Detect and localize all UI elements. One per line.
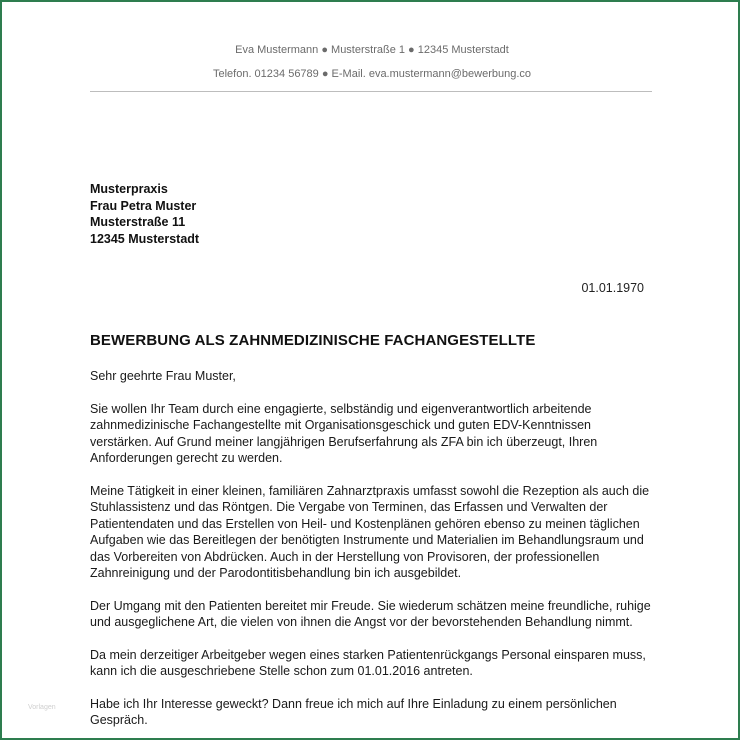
salutation: Sehr geehrte Frau Muster, (90, 369, 236, 383)
sender-contact: Telefon. 01234 56789 ● E-Mail. eva.mustermann@bewerbung.co (212, 68, 532, 80)
paragraph-closing: Habe ich Ihr Interesse geweckt? Dann freue ich mich auf Ihre Einladung zu einem persönlichen Gespräch. (90, 696, 617, 727)
sender-address: Eva Mustermann ● Musterstraße 1 ● 12345 Musterstadt (235, 44, 509, 56)
paragraph-intro: Sie wollen Ihr Team durch eine engagierte, selbständig und eigenverantwortlich arbeitende zahnmedizinische Fachangestellte mit Organisationsgeschick und guten EDV-Kenntnissen verstärken. Auf Grund meiner langjährigen Berufserfahrung als ZFA bin ich überzeugt, Ihren Anforderungen gerecht zu werden. (90, 401, 598, 465)
watermark: Vorlagen (28, 704, 56, 711)
header-divider (90, 91, 652, 92)
recipient-name: Frau Petra Muster (90, 198, 197, 213)
paragraph-experience: Meine Tätigkeit in einer kleinen, familiären Zahnarztpraxis umfasst sowohl die Rezeption als auch die Stuhlassistenz und das Röntgen. Die Vergabe von Terminen, das Erfassen und Verwalten der Patientendaten und das Erstellen von Heil- und Kostenplänen gehören ebenso zu meinen täglichen Aufgaben wie das Bereitlegen der benötigten Instrumente und Materialien im Behandlungsraum und das Vorbereiten von Abdrücken. Auch in der Herstellung von Provisoren, der professionellen Zahnreinigung und der Parodontitisbehandlung bin ich ausgebildet. (90, 483, 650, 580)
paragraph-availability: Da mein derzeitiger Arbeitgeber wegen eines starken Patientenrückgangs Personal einsparen muss, kann ich die ausgeschriebene Stelle schon zum 01.01.2016 antreten. (90, 647, 646, 678)
letter-subject: BEWERBUNG ALS ZAHNMEDIZINISCHE FACHANGESTELLTE (90, 332, 536, 349)
letter-body (90, 368, 654, 740)
paragraph-patients: Der Umgang mit den Patienten bereitet mir Freude. Sie wiederum schätzen meine freundliche, ruhige und ausgeglichene Art, die vielen von ihnen die Angst vor der bevorstehenden Behandlung nimmt. (90, 598, 651, 629)
recipient-company: Musterpraxis (90, 182, 168, 196)
recipient-address (90, 181, 199, 247)
letter-date: 01.01.1970 (581, 281, 644, 295)
recipient-city: 12345 Musterstadt (90, 231, 200, 246)
recipient-street: Musterstraße 11 (90, 215, 186, 229)
